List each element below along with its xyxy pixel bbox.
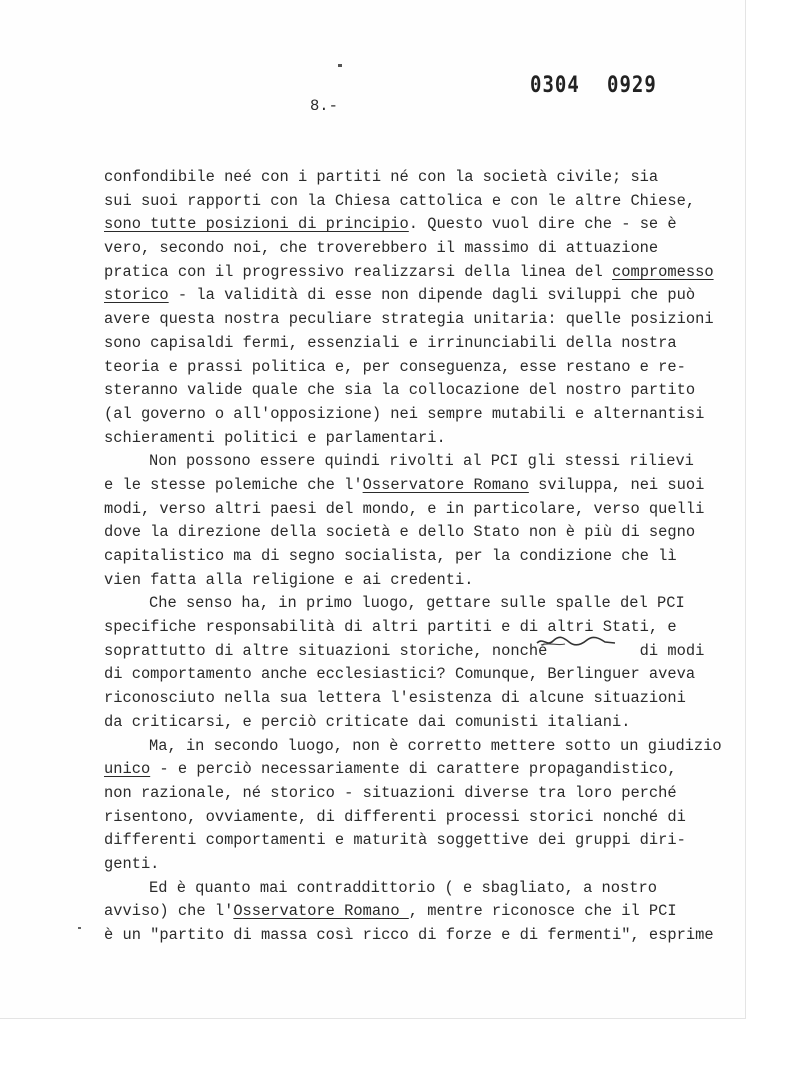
text-segment: confondibile neé con i partiti né con la società civile; sia	[104, 168, 659, 186]
text-line	[104, 427, 744, 451]
underlined-text: storico	[104, 286, 169, 305]
text-line	[104, 261, 744, 285]
text-segment: - la validità di esse non dipende dagli sviluppi che può	[168, 286, 696, 305]
text-segment: . Questo vuol dire che - se è	[408, 215, 677, 234]
text-segment: riconosciuto nella sua lettera l'esistenza di alcune situazioni	[104, 689, 686, 708]
text-segment: sono capisaldi fermi, essenziali e irrinunciabili della nostra	[104, 333, 677, 352]
text-line	[104, 829, 744, 853]
archive-stamp-part-a: 0304	[530, 72, 580, 98]
text-segment: non razionale, né storico - situazioni diverse tra loro perché	[104, 783, 677, 802]
text-segment: di comportamento anche ecclesiastici? Comunque, Berlinguer aveva	[104, 665, 696, 684]
text-line	[104, 521, 744, 545]
underlined-text: sono tutte posizioni di principio	[104, 215, 409, 234]
text-line	[104, 474, 744, 498]
paragraph	[104, 735, 744, 877]
underlined-text: compromesso	[611, 262, 714, 281]
text-line	[104, 213, 744, 237]
text-segment: Non possono essere quindi rivolti al PCI gli stessi rilievi	[149, 452, 694, 471]
text-segment: , mentre riconosce che il PCI	[408, 902, 677, 921]
text-segment: e le stesse polemiche che l'	[104, 475, 363, 494]
text-segment: vero, secondo noi, che troverebbero il massimo di attuazione	[104, 239, 659, 258]
text-line	[104, 545, 744, 569]
text-segment: Ed è quanto mai contraddittorio ( e sbagliato, a nostro	[149, 878, 657, 897]
paragraph	[104, 450, 744, 592]
text-line	[104, 332, 744, 356]
text-line	[104, 592, 744, 616]
text-segment: avviso) che l'	[104, 902, 234, 921]
text-line	[104, 284, 744, 308]
text-segment: teoria e prassi politica e, per conseguenza, esse restano e re-	[104, 357, 686, 376]
text-segment: schieramenti politici e parlamentari.	[104, 428, 446, 447]
text-line	[104, 924, 744, 948]
text-line	[104, 356, 744, 380]
text-line	[104, 782, 744, 806]
paragraph	[104, 877, 744, 948]
text-line	[104, 308, 744, 332]
paragraph	[104, 166, 744, 450]
text-segment: dove la direzione della società e dello Stato non è più di segno	[104, 523, 696, 542]
underlined-text: Osservatore Romano	[233, 902, 409, 921]
text-line	[104, 190, 744, 214]
text-line	[104, 166, 744, 190]
text-line	[104, 735, 744, 759]
text-segment: (al governo o all'opposizione) nei sempre mutabili e alternantisi	[104, 404, 705, 423]
text-line	[104, 237, 744, 261]
text-segment: modi, verso altri paesi del mondo, e in particolare, verso quelli	[104, 499, 705, 518]
text-line	[104, 450, 744, 474]
handwritten-strikeout-scribble	[535, 633, 617, 649]
text-segment: Che senso ha, in primo luogo, gettare sulle spalle del PCI	[149, 594, 685, 613]
text-segment: sviluppa, nei suoi	[528, 475, 705, 494]
text-segment: capitalistico ma di segno socialista, per la condizione che lì	[104, 547, 677, 565]
text-line	[104, 616, 744, 640]
text-line	[104, 687, 744, 711]
text-segment: soprattutto di altre situazioni storiche, nonché di modi	[104, 641, 705, 660]
text-segment: risentono, ovviamente, di differenti processi storici nonché di	[104, 807, 686, 826]
page-number: 8.-	[310, 97, 338, 115]
text-line	[104, 498, 744, 522]
text-segment: Ma, in secondo luogo, non è corretto mettere sotto un giudizio	[149, 736, 722, 755]
text-segment: steranno valide quale che sia la collocazione del nostro partito	[104, 381, 696, 400]
archive-stamp-part-b: 0929	[607, 72, 657, 98]
text-line	[104, 403, 744, 427]
underlined-text: unico	[104, 760, 151, 779]
text-line	[104, 379, 744, 403]
document-body	[104, 166, 744, 948]
paragraph	[104, 592, 744, 734]
text-line	[104, 569, 744, 593]
margin-mark	[78, 927, 81, 929]
text-segment: genti.	[104, 854, 160, 873]
text-segment: differenti comportamenti e maturità soggettive dei gruppi diri-	[104, 831, 686, 850]
text-line	[104, 900, 744, 924]
text-segment: da criticarsi, e perciò criticate dai comunisti italiani.	[104, 712, 631, 731]
text-line	[104, 711, 744, 735]
text-segment: pratica con il progressivo realizzarsi della linea del	[104, 262, 612, 281]
ink-mark	[338, 64, 342, 67]
text-line	[104, 853, 744, 877]
underlined-text: Osservatore Romano	[362, 475, 529, 494]
text-segment: avere questa nostra peculiare strategia unitaria: quelle posizioni	[104, 310, 714, 329]
text-segment: è un "partito di massa così ricco di forze e di fermenti", esprime	[104, 926, 714, 944]
text-line	[104, 877, 744, 901]
text-segment: vien fatta alla religione e ai credenti.	[104, 570, 474, 589]
text-line	[104, 663, 744, 687]
text-segment: sui suoi rapporti con la Chiesa cattolica e con le altre Chiese,	[104, 191, 696, 210]
text-line	[104, 806, 744, 830]
text-segment: specifiche responsabilità di altri partiti e di altri Stati, e	[104, 618, 677, 637]
text-line	[104, 640, 744, 664]
text-segment: - e perciò necessariamente di carattere propagandistico,	[150, 760, 677, 779]
text-line	[104, 758, 744, 782]
